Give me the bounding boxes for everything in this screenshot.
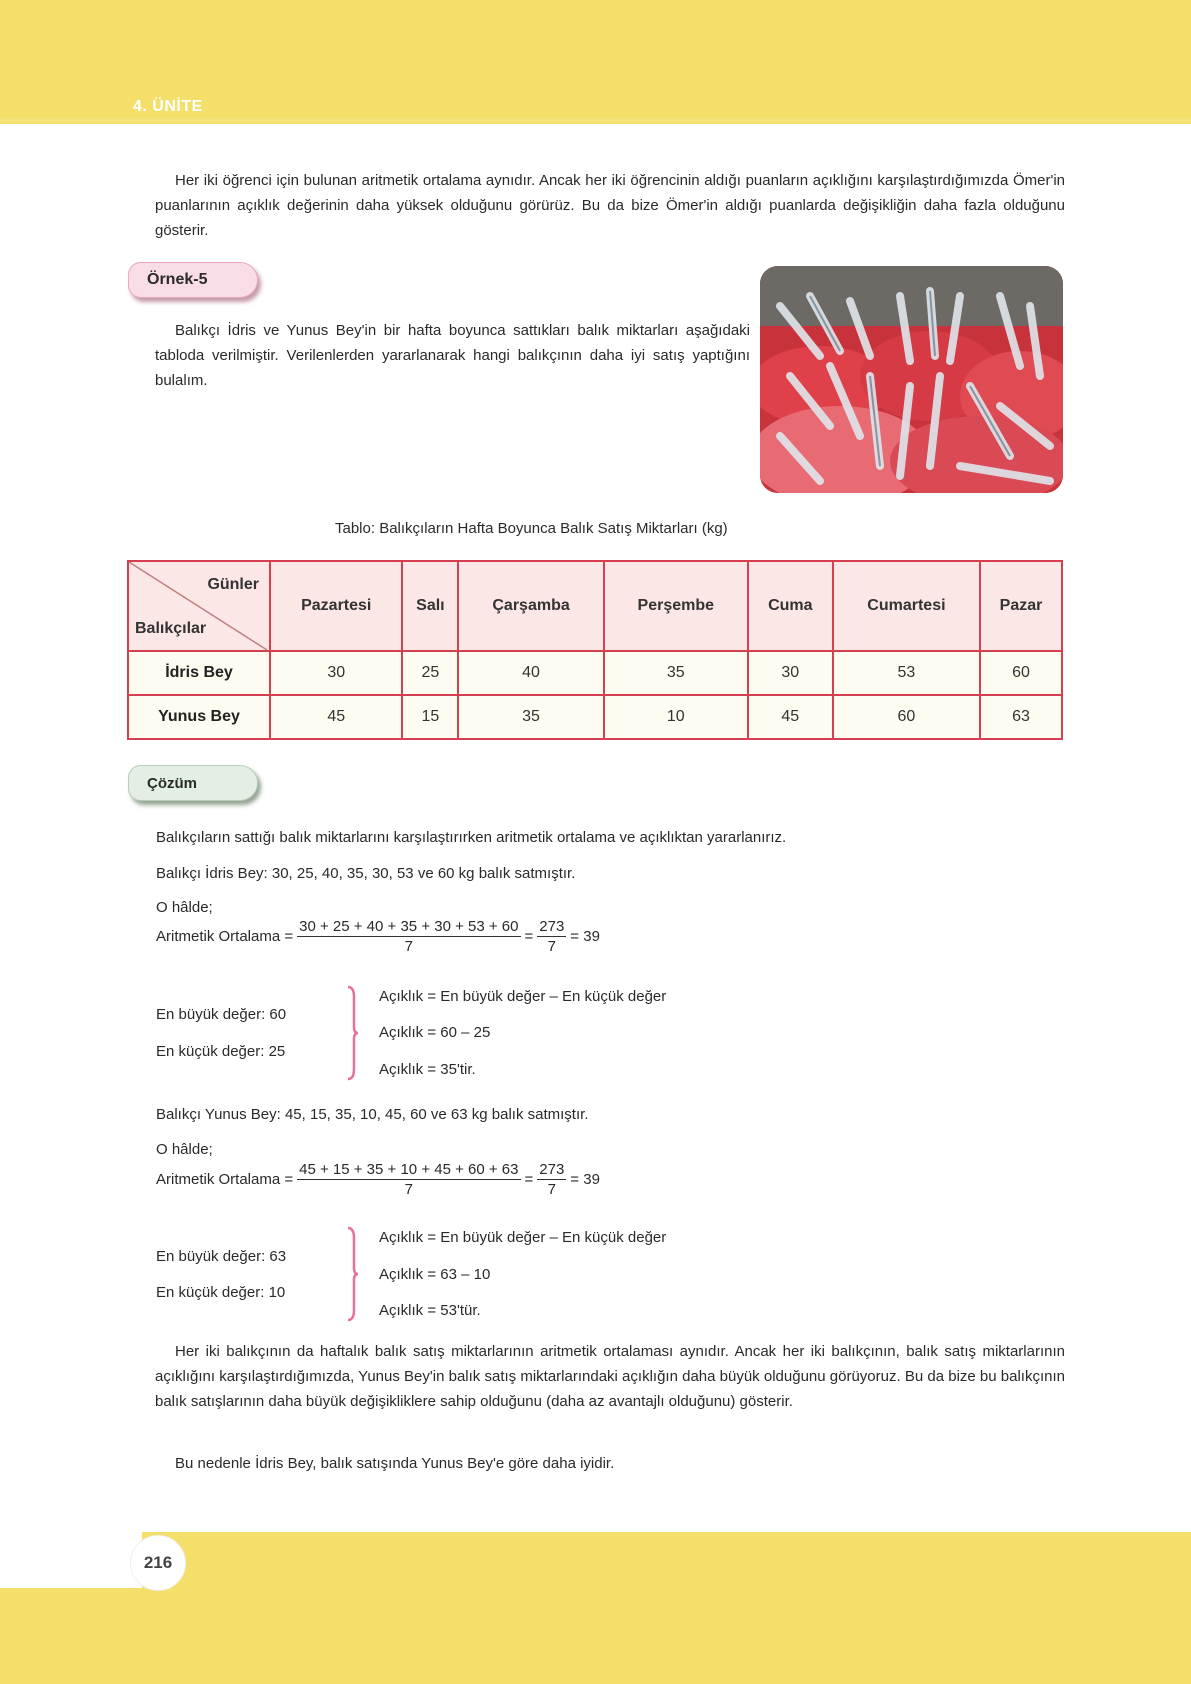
fish-market-photo [760, 266, 1063, 493]
yunus-statement: Balıkçı Yunus Bey: 45, 15, 35, 10, 45, 60 ve 63 kg balık satmıştır. [156, 1106, 589, 1123]
table-cell: 25 [402, 651, 458, 695]
table-cell: 45 [748, 695, 833, 739]
page-number: 216 [130, 1535, 186, 1591]
table-cell: 63 [980, 695, 1062, 739]
yunus-range-line: Açıklık = 53'tür. [379, 1302, 481, 1319]
yunus-min-value: En küçük değer: 10 [156, 1284, 286, 1301]
column-header: Perşembe [604, 561, 748, 651]
table-cell: 60 [833, 695, 980, 739]
table-cell: 30 [748, 651, 833, 695]
example-badge [128, 262, 258, 298]
column-header: Cuma [748, 561, 833, 651]
brace-icon [346, 1226, 358, 1322]
sales-table [127, 560, 1063, 740]
yunus-range-line: Açıklık = 63 – 10 [379, 1266, 491, 1283]
column-header: Salı [402, 561, 458, 651]
idris-max-value: En büyük değer: 60 [156, 1006, 287, 1023]
footer-band [142, 1532, 1191, 1592]
table-corner-cell [128, 561, 270, 651]
footer-band [0, 1588, 1191, 1684]
table-cell: 53 [833, 651, 980, 695]
idris-range-line: Açıklık = 60 – 25 [379, 1024, 491, 1041]
solution-badge-label: Çözüm [147, 774, 197, 792]
corner-fishermen-label: Balıkçılar [135, 620, 207, 637]
yunus-range-line: Açıklık = En büyük değer – En küçük değer [379, 1229, 667, 1246]
table-header-row [128, 561, 1062, 651]
table-cell: 60 [980, 651, 1062, 695]
unit-label: 4. ÜNİTE [133, 98, 203, 115]
idris-o-halde: O hâlde; [156, 899, 213, 916]
table-cell: 35 [458, 695, 604, 739]
yunus-o-halde: O hâlde; [156, 1141, 213, 1158]
row-header: İdris Bey [128, 651, 270, 695]
solution-badge [128, 765, 258, 801]
idris-min-value: En küçük değer: 25 [156, 1043, 286, 1060]
column-header: Pazar [980, 561, 1062, 651]
column-header: Pazartesi [270, 561, 402, 651]
brace-icon [346, 985, 358, 1081]
intro-paragraph: Her iki öğrenci için bulunan aritmetik ortalama aynıdır. Ancak her iki öğrencinin aldığı puanların açıklığını karşılaştırdığımızda Ömer'in puanlarının açıklık değerinin daha yüksek olduğunu görürüz. Bu da bize Ömer'in aldığı puanlarda değişikliğin daha fazla olduğunu gösterir. [155, 172, 1065, 239]
row-header: Yunus Bey [128, 695, 270, 739]
table-cell: 10 [604, 695, 748, 739]
table-cell: 35 [604, 651, 748, 695]
fish-image-icon [760, 266, 1063, 493]
solution-intro: Balıkçıların sattığı balık miktarlarını karşılaştırırken aritmetik ortalama ve açıklıktan yararlanırız. [156, 829, 787, 846]
example-text: Balıkçı İdris ve Yunus Bey'in bir hafta boyunca sattıkları balık miktarları aşağıdaki tabloda verilmiştir. Verilenlerden yararlanarak hangi balıkçının daha iyi satış yaptığını bulalım. [155, 322, 750, 389]
conclusion-paragraph: Her iki balıkçının da haftalık balık satış miktarlarının aritmetik ortalaması aynıdır. Ancak her iki balıkçının, balık satış miktarlarının açıklığını karşılaştırdığımızda, Yunus Bey'in balık satış miktarlarındaki açıklığın daha büyük olduğunu görüyoruz. Bu da bize bu balıkçının balık satışlarının daha büyük değişikliklere sahip olduğunu (daha az avantajlı olduğunu) gösterir. [155, 1343, 1065, 1410]
table-row [128, 695, 1062, 739]
idris-mean-formula: Aritmetik Ortalama = $\frac{30 + 25 + 40 + 35 + 30 + 53 + 60}{7}$ = $\frac{273}{7}$ = 39 [156, 918, 600, 955]
example-badge-label: Örnek-5 [147, 271, 208, 288]
yunus-max-value: En büyük değer: 63 [156, 1248, 287, 1265]
table-row [128, 651, 1062, 695]
idris-range-line: Açıklık = 35'tir. [379, 1061, 476, 1078]
table-cell: 30 [270, 651, 402, 695]
final-statement: Bu nedenle İdris Bey, balık satışında Yunus Bey'e göre daha iyidir. [175, 1455, 615, 1472]
column-header: Cumartesi [833, 561, 980, 651]
column-header: Çarşamba [458, 561, 604, 651]
table-cell: 40 [458, 651, 604, 695]
table-cell: 15 [402, 695, 458, 739]
idris-statement: Balıkçı İdris Bey: 30, 25, 40, 35, 30, 53 ve 60 kg balık satmıştır. [156, 865, 576, 882]
table-cell: 45 [270, 695, 402, 739]
idris-range-line: Açıklık = En büyük değer – En küçük değer [379, 988, 667, 1005]
table-caption: Tablo: Balıkçıların Hafta Boyunca Balık Satış Miktarları (kg) [335, 520, 728, 537]
yunus-mean-formula: Aritmetik Ortalama = $\frac{45 + 15 + 35 + 10 + 45 + 60 + 63}{7}$ = $\frac{273}{7}$ = 39 [156, 1161, 600, 1198]
corner-days-label: Günler [207, 576, 259, 593]
